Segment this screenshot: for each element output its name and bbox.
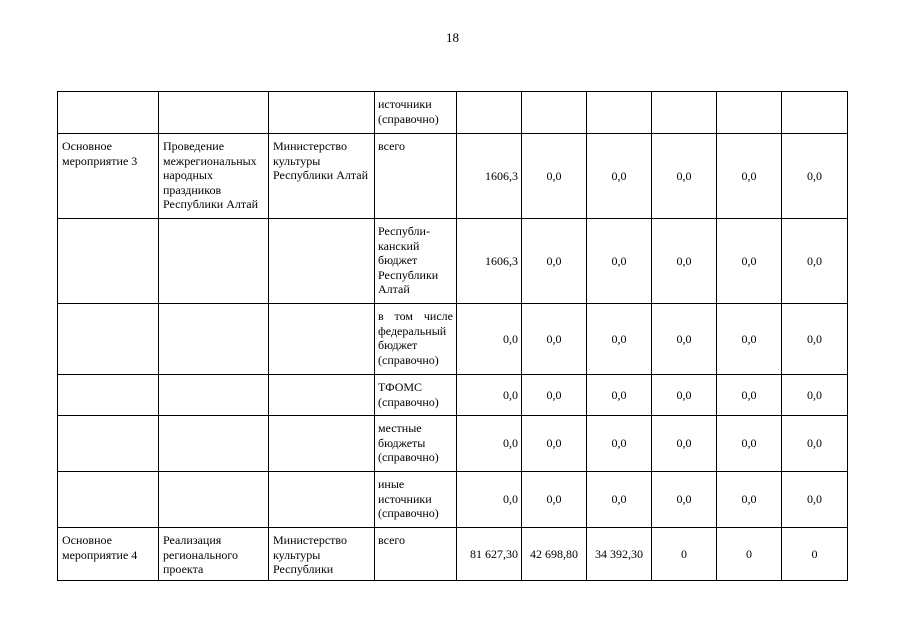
value-cell: 0,0 — [522, 134, 587, 219]
value-cell: 0,0 — [782, 375, 848, 416]
value-cell — [522, 92, 587, 134]
value-cell: 0,0 — [457, 472, 522, 528]
event-name-cell — [58, 472, 159, 528]
event-description-cell — [159, 375, 269, 416]
value-cell: 0,0 — [522, 375, 587, 416]
value-cell: 0,0 — [717, 304, 782, 375]
executor-cell: Министерство культуры Республики Алтай — [269, 134, 375, 219]
value-cell: 0,0 — [587, 472, 652, 528]
value-cell: 0,0 — [457, 304, 522, 375]
executor-cell — [269, 219, 375, 304]
event-name-cell: Основное мероприятие 3 — [58, 134, 159, 219]
value-cell — [587, 92, 652, 134]
value-cell: 0,0 — [652, 416, 717, 472]
executor-cell — [269, 304, 375, 375]
value-cell: 0,0 — [587, 304, 652, 375]
value-cell: 0,0 — [652, 219, 717, 304]
value-cell: 0,0 — [782, 219, 848, 304]
executor-cell: Министерство культуры Республики — [269, 528, 375, 581]
value-cell: 0,0 — [652, 375, 717, 416]
event-description-cell: Проведение межрегиональных народных праздников Республики Алтай — [159, 134, 269, 219]
table-body — [58, 92, 848, 581]
value-cell: 0,0 — [717, 375, 782, 416]
funding-source-cell: ТФОМС (справочно) — [375, 375, 457, 416]
event-description-cell: Реализация регионального проекта — [159, 528, 269, 581]
value-cell: 0,0 — [522, 472, 587, 528]
value-cell: 0,0 — [782, 134, 848, 219]
value-cell: 42 698,80 — [522, 528, 587, 581]
event-description-cell — [159, 219, 269, 304]
value-cell: 0,0 — [587, 219, 652, 304]
value-cell: 0 — [782, 528, 848, 581]
executor-cell — [269, 375, 375, 416]
value-cell — [457, 92, 522, 134]
event-description-cell — [159, 472, 269, 528]
value-cell — [652, 92, 717, 134]
value-cell: 0,0 — [522, 219, 587, 304]
executor-cell — [269, 416, 375, 472]
value-cell: 1606,3 — [457, 219, 522, 304]
event-description-cell — [159, 304, 269, 375]
value-cell: 34 392,30 — [587, 528, 652, 581]
value-cell: 0,0 — [652, 134, 717, 219]
value-cell — [782, 92, 848, 134]
executor-cell — [269, 472, 375, 528]
value-cell: 81 627,30 — [457, 528, 522, 581]
funding-source-cell: в том числе федеральный бюджет (справочно) — [375, 304, 457, 375]
table-row — [58, 416, 848, 472]
event-name-cell — [58, 92, 159, 134]
value-cell: 0,0 — [782, 416, 848, 472]
funding-source-cell: местные бюджеты (справочно) — [375, 416, 457, 472]
value-cell: 0,0 — [457, 375, 522, 416]
event-name-cell: Основное мероприятие 4 — [58, 528, 159, 581]
value-cell: 0,0 — [587, 416, 652, 472]
table-row — [58, 134, 848, 219]
value-cell: 0,0 — [652, 304, 717, 375]
table-row — [58, 528, 848, 581]
value-cell: 0,0 — [522, 416, 587, 472]
value-cell: 0,0 — [522, 304, 587, 375]
funding-source-cell: иные источники (справочно) — [375, 472, 457, 528]
value-cell: 0,0 — [652, 472, 717, 528]
event-name-cell — [58, 375, 159, 416]
value-cell: 0,0 — [587, 375, 652, 416]
value-cell: 0,0 — [457, 416, 522, 472]
page-number: 18 — [446, 30, 459, 45]
table-row — [58, 92, 848, 134]
value-cell: 0,0 — [782, 304, 848, 375]
event-name-cell — [58, 219, 159, 304]
event-name-cell — [58, 416, 159, 472]
event-description-cell — [159, 92, 269, 134]
funding-source-cell: источники (справочно) — [375, 92, 457, 134]
value-cell: 0,0 — [717, 219, 782, 304]
value-cell — [717, 92, 782, 134]
value-cell: 0,0 — [782, 472, 848, 528]
table-row — [58, 219, 848, 304]
value-cell: 0,0 — [717, 416, 782, 472]
value-cell: 0 — [652, 528, 717, 581]
value-cell: 0,0 — [587, 134, 652, 219]
table-row — [58, 472, 848, 528]
value-cell: 0 — [717, 528, 782, 581]
event-description-cell — [159, 416, 269, 472]
funding-source-cell: всего — [375, 134, 457, 219]
table-row — [58, 304, 848, 375]
funding-source-cell: всего — [375, 528, 457, 581]
value-cell: 0,0 — [717, 134, 782, 219]
financing-table — [57, 91, 848, 581]
value-cell: 1606,3 — [457, 134, 522, 219]
funding-source-cell: Республи-канский бюджет Республики Алтай — [375, 219, 457, 304]
value-cell: 0,0 — [717, 472, 782, 528]
executor-cell — [269, 92, 375, 134]
event-name-cell — [58, 304, 159, 375]
table-row — [58, 375, 848, 416]
